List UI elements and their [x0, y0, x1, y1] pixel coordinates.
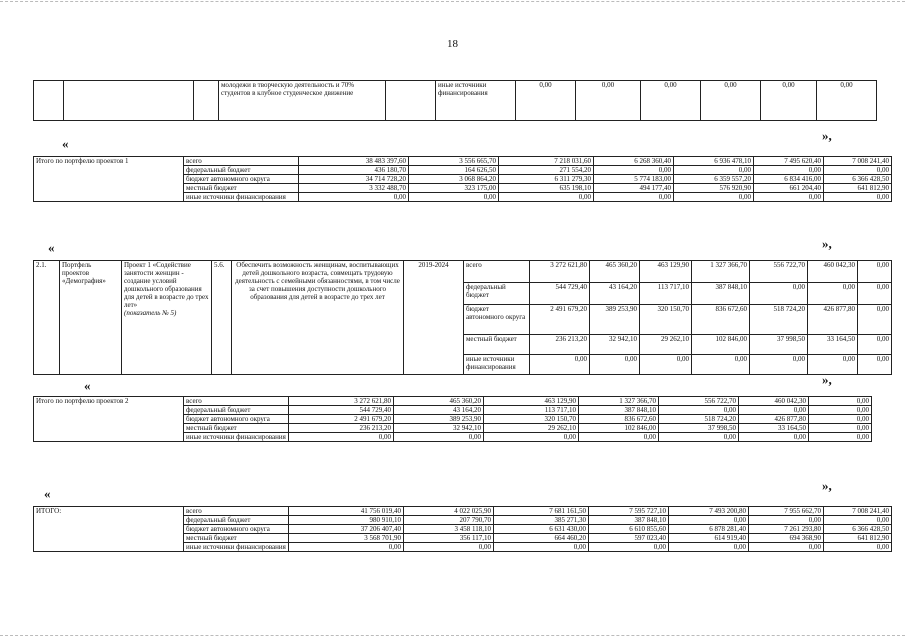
value-cell: 544 729,40 — [289, 406, 394, 415]
portfolio-label: Итого по портфелю проектов 2 — [34, 397, 184, 442]
value-cell: 0,00 — [579, 433, 659, 442]
funding-source: иные источники финансирования — [184, 543, 289, 552]
value-cell: 7 493 200,80 — [669, 507, 749, 516]
value-cell: 3 458 118,10 — [404, 525, 494, 534]
funding-source: всего — [184, 397, 289, 406]
funding-source: иные источники финансирования — [464, 355, 530, 375]
value-cell: 323 175,00 — [409, 184, 499, 193]
value-cell: 0,00 — [589, 543, 669, 552]
value-cell: 0,00 — [404, 543, 494, 552]
value-cell: 207 790,70 — [404, 516, 494, 525]
value-cell: 0,00 — [594, 193, 674, 202]
project-table — [33, 260, 892, 375]
value-cell: 236 213,20 — [289, 424, 394, 433]
funding-source: местный бюджет — [464, 335, 530, 355]
value-cell: 0,00 — [530, 355, 590, 375]
funding-source: иные источники финансирования — [184, 433, 289, 442]
value-cell: 0,00 — [824, 516, 892, 525]
value-cell: 3 332 488,70 — [299, 184, 409, 193]
value-cell: 389 253,90 — [590, 305, 640, 335]
continuation-row — [34, 81, 877, 121]
value-cell: 7 008 241,40 — [824, 157, 892, 166]
value-cell: 271 554,20 — [499, 166, 594, 175]
value-cell: 113 717,10 — [640, 283, 692, 305]
scan-bottom-edge — [0, 635, 905, 636]
value-cell: 0,00 — [809, 397, 872, 406]
value-cell: 2 491 679,20 — [530, 305, 590, 335]
value-cell: 0,00 — [640, 355, 692, 375]
value-cell: 385 271,30 — [494, 516, 589, 525]
value-cell: 0,00 — [808, 355, 858, 375]
value-cell: 7 261 293,80 — [749, 525, 824, 534]
quote-open: « — [62, 136, 69, 151]
value-cell: 518 724,20 — [750, 305, 808, 335]
value-cell: 7 218 031,60 — [499, 157, 594, 166]
value-cell: 641 812,90 — [824, 184, 892, 193]
value-cell: 113 717,10 — [484, 406, 579, 415]
funding-source: иные источники финансирования — [436, 81, 516, 121]
funding-source: бюджет автономного округа — [184, 525, 289, 534]
value-cell: 387 848,10 — [589, 516, 669, 525]
project-period: 2019-2024 — [404, 261, 464, 375]
quote-close: », — [822, 478, 832, 493]
value-cell: 0,00 — [484, 433, 579, 442]
value-cell: 6 610 855,60 — [589, 525, 669, 534]
value-cell: 387 848,10 — [692, 283, 750, 305]
value-cell: 389 253,90 — [394, 415, 484, 424]
value-cell: 426 877,80 — [739, 415, 809, 424]
funding-source: местный бюджет — [184, 184, 299, 193]
value-cell: 5 774 183,00 — [594, 175, 674, 184]
value-cell: 556 722,70 — [659, 397, 739, 406]
value-cell: 836 672,60 — [579, 415, 659, 424]
value-cell: 0,00 — [858, 305, 892, 335]
value-cell: 0,00 — [809, 406, 872, 415]
value-cell: 37 998,50 — [750, 335, 808, 355]
value-cell: 0,00 — [289, 543, 404, 552]
funding-source: федеральный бюджет — [184, 406, 289, 415]
value-cell: 387 848,10 — [579, 406, 659, 415]
project-name — [122, 261, 212, 375]
value-cell: 0,00 — [594, 166, 674, 175]
project-code: 5.6. — [212, 261, 232, 375]
value-cell: 664 460,20 — [494, 534, 589, 543]
value-cell: 661 204,40 — [754, 184, 824, 193]
value-cell: 463 129,90 — [640, 261, 692, 283]
value-cell: 544 729,40 — [530, 283, 590, 305]
value-cell: 436 180,70 — [299, 166, 409, 175]
funding-source: местный бюджет — [184, 534, 289, 543]
continuation-table — [33, 80, 877, 121]
value-cell: 29 262,10 — [640, 335, 692, 355]
value-cell: 320 150,70 — [640, 305, 692, 335]
value-cell: 7 595 727,10 — [589, 507, 669, 516]
funding-source: всего — [184, 507, 289, 516]
value-cell: 102 846,00 — [692, 335, 750, 355]
quote-open: « — [48, 240, 55, 255]
value-cell: 43 164,20 — [590, 283, 640, 305]
quote-open: « — [84, 378, 91, 393]
funding-source: иные источники финансирования — [184, 193, 299, 202]
value-cell: 460 042,30 — [739, 397, 809, 406]
value-cell: 32 942,10 — [394, 424, 484, 433]
value-cell: 7 008 241,40 — [824, 507, 892, 516]
value-cell: 6 268 360,40 — [594, 157, 674, 166]
value-cell: 6 359 557,20 — [674, 175, 754, 184]
value-cell: 33 164,50 — [808, 335, 858, 355]
total-label: ИТОГО: — [34, 507, 184, 552]
value-cell: 0,00 — [858, 335, 892, 355]
value-cell: 2 491 679,20 — [289, 415, 394, 424]
value-cell: 0,00 — [409, 193, 499, 202]
value-cell: 0,00 — [394, 433, 484, 442]
value-cell: 465 360,20 — [394, 397, 484, 406]
value-cell: 0,00 — [808, 283, 858, 305]
value-cell: 494 177,40 — [594, 184, 674, 193]
value-cell: 37 206 407,40 — [289, 525, 404, 534]
portfolio2-table — [33, 396, 872, 442]
funding-source: бюджет автономного округа — [464, 305, 530, 335]
scan-top-edge — [0, 1, 905, 2]
value-cell: 0,00 — [669, 516, 749, 525]
value-cell: 641 812,90 — [824, 534, 892, 543]
value-cell: 0,00 — [576, 81, 641, 121]
value-cell: 6 366 428,50 — [824, 525, 892, 534]
value-cell: 37 998,50 — [659, 424, 739, 433]
value-cell: 6 631 430,00 — [494, 525, 589, 534]
value-cell: 6 834 416,00 — [754, 175, 824, 184]
value-cell: 0,00 — [739, 406, 809, 415]
value-cell: 0,00 — [754, 166, 824, 175]
value-cell: 102 846,00 — [579, 424, 659, 433]
table-row — [34, 507, 892, 516]
value-cell: 0,00 — [749, 543, 824, 552]
project-number: 2.1. — [34, 261, 60, 375]
value-cell: 0,00 — [590, 355, 640, 375]
funding-source: бюджет автономного округа — [184, 415, 289, 424]
value-cell: 0,00 — [858, 261, 892, 283]
value-cell: 0,00 — [641, 81, 701, 121]
value-cell: 518 724,20 — [659, 415, 739, 424]
value-cell: 0,00 — [858, 283, 892, 305]
value-cell: 426 877,80 — [808, 305, 858, 335]
value-cell: 463 129,90 — [484, 397, 579, 406]
value-cell: 0,00 — [809, 415, 872, 424]
value-cell: 0,00 — [701, 81, 761, 121]
value-cell: 164 626,50 — [409, 166, 499, 175]
value-cell: 0,00 — [674, 193, 754, 202]
value-cell: 0,00 — [824, 166, 892, 175]
value-cell: 43 164,20 — [394, 406, 484, 415]
value-cell: 460 042,30 — [808, 261, 858, 283]
value-cell: 0,00 — [289, 433, 394, 442]
value-cell: 0,00 — [750, 355, 808, 375]
page-number: 18 — [447, 38, 458, 50]
value-cell: 3 556 665,70 — [409, 157, 499, 166]
value-cell: 0,00 — [669, 543, 749, 552]
value-cell: 34 714 728,20 — [299, 175, 409, 184]
value-cell: 0,00 — [754, 193, 824, 202]
value-cell: 614 919,40 — [669, 534, 749, 543]
value-cell: 0,00 — [494, 543, 589, 552]
quote-close: », — [822, 128, 832, 143]
value-cell: 6 366 428,50 — [824, 175, 892, 184]
value-cell: 356 117,10 — [404, 534, 494, 543]
value-cell: 0,00 — [299, 193, 409, 202]
funding-source: местный бюджет — [184, 424, 289, 433]
value-cell: 3 568 701,90 — [289, 534, 404, 543]
quote-close: », — [822, 372, 832, 387]
value-cell: 320 150,70 — [484, 415, 579, 424]
value-cell: 0,00 — [750, 283, 808, 305]
value-cell: 6 311 279,30 — [499, 175, 594, 184]
value-cell: 0,00 — [516, 81, 576, 121]
total-table — [33, 506, 892, 552]
value-cell: 7 495 620,40 — [754, 157, 824, 166]
value-cell: 3 068 864,20 — [409, 175, 499, 184]
quote-close: », — [822, 236, 832, 251]
value-cell: 635 198,10 — [499, 184, 594, 193]
value-cell: 836 672,60 — [692, 305, 750, 335]
value-cell: 694 368,90 — [749, 534, 824, 543]
value-cell: 3 272 621,80 — [530, 261, 590, 283]
project-name-text: Проект 1 «Содействие занятости женщин - создание условий дошкольного образования для детей в возрасте до трех лет» — [124, 261, 209, 309]
funding-source: федеральный бюджет — [184, 166, 299, 175]
value-cell: 0,00 — [824, 543, 892, 552]
funding-source: федеральный бюджет — [184, 516, 289, 525]
value-cell: 41 756 019,40 — [289, 507, 404, 516]
funding-source: бюджет автономного округа — [184, 175, 299, 184]
project-portfolio: Портфель проектов «Демография» — [60, 261, 122, 375]
value-cell: 0,00 — [817, 81, 877, 121]
value-cell: 0,00 — [809, 424, 872, 433]
value-cell: 3 272 621,80 — [289, 397, 394, 406]
funding-source: всего — [184, 157, 299, 166]
goal-text: молодежи в творческую деятельность и 70% студентов в клубное студенческое движение — [219, 81, 386, 121]
value-cell: 0,00 — [659, 406, 739, 415]
project-goal: Обеспечить возможность женщинам, воспитывающих детей дошкольного возраста, совмещать трудовую деятельность с семейными обязанностями, в том числе за счет повышения доступности дошкольного образования для детей в возрасте до трех лет — [232, 261, 404, 375]
value-cell: 0,00 — [499, 193, 594, 202]
funding-source: федеральный бюджет — [464, 283, 530, 305]
value-cell: 0,00 — [674, 166, 754, 175]
value-cell: 32 942,10 — [590, 335, 640, 355]
table-row — [34, 157, 892, 166]
value-cell: 0,00 — [858, 355, 892, 375]
value-cell: 7 955 662,70 — [749, 507, 824, 516]
funding-source: всего — [464, 261, 530, 283]
table-row — [34, 397, 872, 406]
quote-open: « — [44, 486, 51, 501]
value-cell: 0,00 — [761, 81, 817, 121]
value-cell: 0,00 — [824, 193, 892, 202]
value-cell: 29 262,10 — [484, 424, 579, 433]
table-row — [34, 261, 892, 283]
value-cell: 0,00 — [739, 433, 809, 442]
portfolio1-table — [33, 156, 892, 202]
value-cell: 33 164,50 — [739, 424, 809, 433]
value-cell: 4 022 025,90 — [404, 507, 494, 516]
value-cell: 597 023,40 — [589, 534, 669, 543]
value-cell: 6 878 281,40 — [669, 525, 749, 534]
value-cell: 0,00 — [749, 516, 824, 525]
value-cell: 465 360,20 — [590, 261, 640, 283]
value-cell: 980 910,10 — [289, 516, 404, 525]
value-cell: 1 327 366,70 — [579, 397, 659, 406]
value-cell: 556 722,70 — [750, 261, 808, 283]
project-indicator: (показатель № 5) — [124, 309, 177, 317]
value-cell: 6 936 478,10 — [674, 157, 754, 166]
value-cell: 1 327 366,70 — [692, 261, 750, 283]
value-cell: 7 681 161,50 — [494, 507, 589, 516]
value-cell: 0,00 — [659, 433, 739, 442]
value-cell: 38 483 397,60 — [299, 157, 409, 166]
value-cell: 236 213,20 — [530, 335, 590, 355]
value-cell: 0,00 — [692, 355, 750, 375]
portfolio-label: Итого по портфелю проектов 1 — [34, 157, 184, 202]
value-cell: 576 920,90 — [674, 184, 754, 193]
value-cell: 0,00 — [809, 433, 872, 442]
